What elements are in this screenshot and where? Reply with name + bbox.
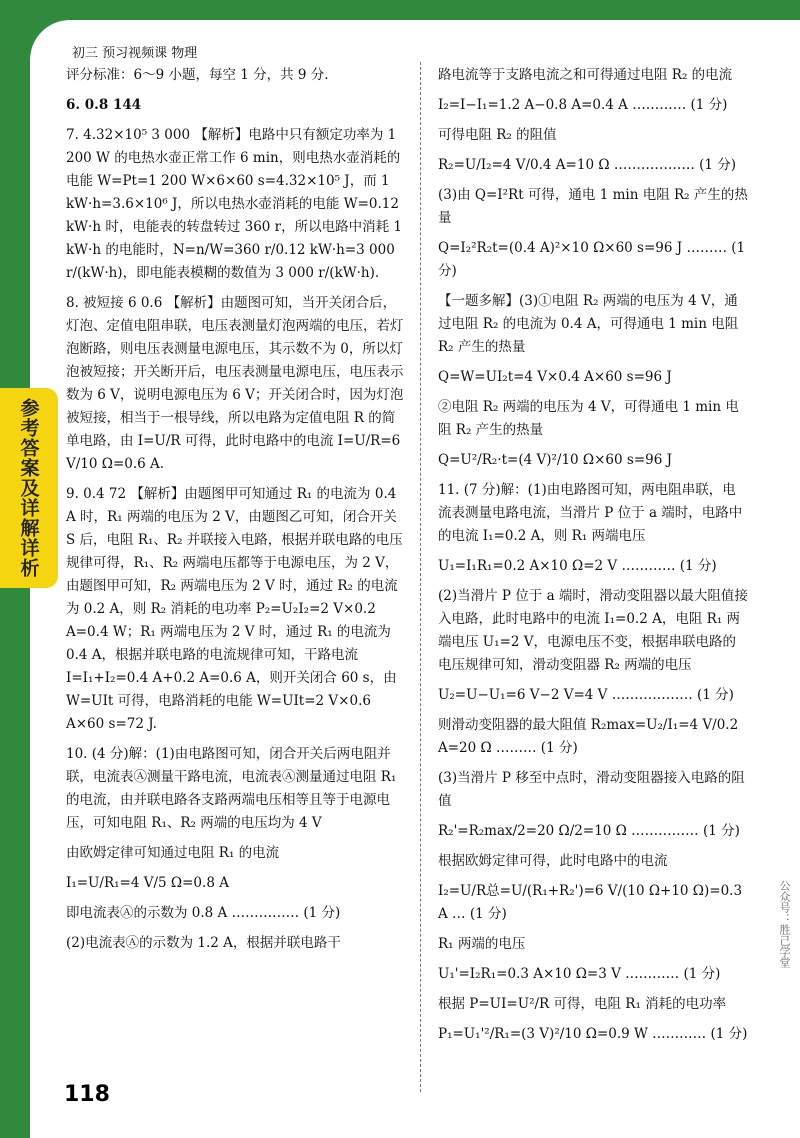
right-line-23: P₁=U₁'²/R₁=(3 V)²/10 Ω=0.9 W ………… (1 分) (438, 1026, 748, 1042)
answer-9: 9. 0.4 72 【解析】由题图甲可知通过 R₁ 的电流为 0.4 A 时，R₁ 两端的电压为 2 V，由题图乙可知，闭合开关 S 后，电阻 R₁、R₂ 并联接入电路，根据并联电路的电压规律可得，R₁、R₂ 两端电压都等于电源电压，为 2 V，由题图甲可知，R₂ 两端电压为 2 V 时，通过 R₂ 的电流为 0.2 A，则 R₂ 消耗的电功率 P₂=U₂I₂=2 V×0.2 A=0.4 W；R₁ 两端电压为 2 V 时，通过 R₁ 的电流为 0.4 A，根据并联电路的电流规律可知，干路电流 I=I₁+I₂=0.4 A+0.2 A=0.6 A，则开关闭合 60 s，由 W=UIt 可得，电路消耗的电能 W=UIt=2 V×0.6 A×60 s=72 J. (66, 486, 403, 732)
answer-10-part2: (2)电流表Ⓐ的示数为 1.2 A，根据并联电路干 (66, 935, 341, 951)
right-line-21: U₁'=I₂R₁=0.3 A×10 Ω=3 V ………… (1 分) (438, 966, 721, 982)
right-line-13: (2)当滑片 P 位于 a 端时，滑动变阻器以最大阻值接入电路，此时电路中的电流 I₁=0.2 A，电阻 R₁ 两端电压 U₁=2 V，电源电压不变，根据串联电路的电压规律可知，滑动变阻器 R₂ 两端的电压 (438, 588, 748, 673)
right-line-5: (3)由 Q=I²Rt 可得，通电 1 min 电阻 R₂ 产生的热量 (438, 187, 748, 226)
right-line-15: 则滑动变阻器的最大阻值 R₂max=U₂/I₁=4 V/0.2 A=20 Ω ……… (1 分) (438, 717, 739, 756)
answer-11: 11. (7 分)解：(1)由电路图可知，两电阻串联，电流表测量电路电流，当滑片 P 位于 a 端时，电路中的电流 I₁=0.2 A，则 R₁ 两端电压 (438, 482, 743, 544)
right-line-22: 根据 P=UI=U²/R 可得，电阻 R₁ 消耗的电功率 (438, 996, 727, 1012)
right-line-6: Q=I₂²R₂t=(0.4 A)²×10 Ω×60 s=96 J ……… (1 分) (438, 240, 746, 279)
right-line-1: 路电流等于支路电流之和可得通过电阻 R₂ 的电流 (438, 67, 733, 83)
right-line-16: (3)当滑片 P 移至中点时，滑动变阻器接入电路的阻值 (438, 770, 745, 809)
right-line-9: ②电阻 R₂ 两端的电压为 4 V，可得通电 1 min 电阻 R₂ 产生的热量 (438, 399, 739, 438)
left-column (66, 64, 404, 962)
answer-8: 8. 被短接 6 0.6 【解析】由题图可知，当开关闭合后，灯泡、定值电阻串联，电压表测量灯泡两端的电压，若灯泡断路，则电压表测量电源电压，其示数不为 0，所以灯泡被短接；开关断开后，电压表测量电源电压，电压表示数为 6 V，说明电源电压为 6 V；开关闭合时，因为灯泡被短接，相当于一根导线，所以电路为定值电阻 R 的简单电路，由 I=U/R 可得，此时电路中的电流 I=U/R=6 V/10 Ω=0.6 A. (66, 295, 404, 472)
right-line-20: R₁ 两端的电压 (438, 936, 526, 952)
right-line-18: 根据欧姆定律可得，此时电路中的电流 (438, 853, 668, 869)
right-column (438, 64, 748, 1053)
side-tab (0, 388, 58, 588)
right-line-17: R₂'=R₂max/2=20 Ω/2=10 Ω …………… (1 分) (438, 823, 740, 839)
answer-10-line: 由欧姆定律可知通过电阻 R₁ 的电流 (66, 845, 280, 861)
answer-10-formula: I₁=U/R₁=4 V/5 Ω=0.8 A (66, 875, 229, 891)
right-line-8: Q=W=UI₂t=4 V×0.4 A×60 s=96 J (438, 369, 672, 385)
right-line-3: 可得电阻 R₂ 的阻值 (438, 127, 557, 143)
page-header: 初三 预习视频课 物理 (72, 46, 198, 61)
answer-10-intro: 10. (4 分)解：(1)由电路图可知，闭合开关后两电阻并联，电流表Ⓐ测量干路电流，电流表Ⓐ测量通过电阻 R₁ 的电流，由并联电路各支路两端电压相等且等于电源电压，可知电阻 R₁、R₂ 两端的电压均为 4 V (66, 746, 397, 831)
answer-7: 7. 4.32×10⁵ 3 000 【解析】电路中只有额定功率为 1 200 W 的电热水壶正常工作 6 min，则电热水壶消耗的电能 W=Pt=1 200 W×6×60 s=4.32×10⁵ J，而 1 kW·h=3.6×10⁶ J，所以电热水壶消耗的电能 W=0.12 kW·h 时，电能表的转盘转过 360 r，所以电路中消耗 1 kW·h 的电能时，N=n/W=360 r/0.12 kW·h=3 000 r/(kW·h)，即电能表模糊的数值为 3 000 r/(kW·h). (66, 127, 403, 281)
page-number: 118 (64, 1082, 110, 1107)
answer-10-result: 即电流表Ⓐ的示数为 0.8 A …………… (1 分) (66, 905, 341, 921)
scoring-note: 评分标准：6～9 小题，每空 1 分，共 9 分. (66, 67, 329, 83)
right-line-10: Q=U²/R₂·t=(4 V)²/10 Ω×60 s=96 J (438, 452, 673, 468)
alt-solution: 【一题多解】(3)①电阻 R₂ 两端的电压为 4 V，通过电阻 R₂ 的电流为 0.4 A，可得通电 1 min 电阻 R₂ 产生的热量 (438, 293, 739, 355)
answer-6: 6. 0.8 144 (66, 97, 142, 113)
right-line-4: R₂=U/I₂=4 V/0.4 A=10 Ω ……………… (1 分) (438, 157, 737, 173)
right-line-2: I₂=I−I₁=1.2 A−0.8 A=0.4 A ………… (1 分) (438, 97, 728, 113)
side-tab-label: 参考答案及详解详析 (17, 398, 40, 578)
watermark: 公众号：胜己学堂 (778, 880, 791, 968)
column-divider (420, 62, 421, 1092)
right-line-19: I₂=U/R总=U/(R₁+R₂')=6 V/(10 Ω+10 Ω)=0.3 A … (1 分) (438, 883, 743, 922)
right-line-14: U₂=U−U₁=6 V−2 V=4 V ……………… (1 分) (438, 687, 734, 703)
right-line-12: U₁=I₁R₁=0.2 A×10 Ω=2 V ………… (1 分) (438, 558, 717, 574)
